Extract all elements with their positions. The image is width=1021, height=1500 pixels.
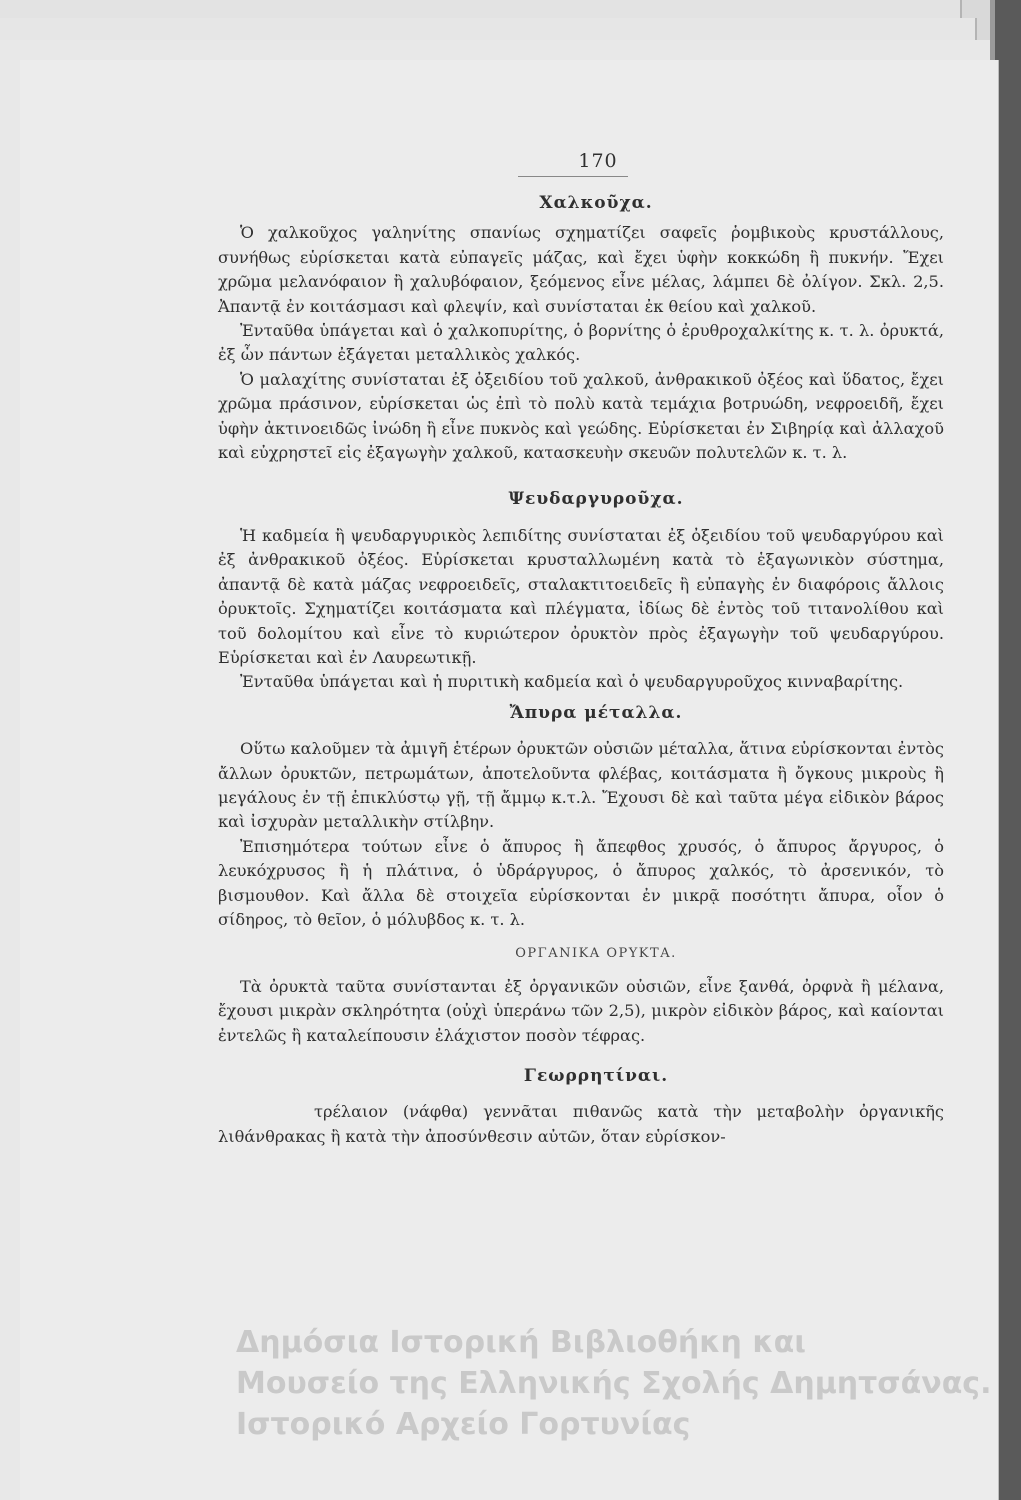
- watermark-line: Μουσείο της Ελληνικής Σχολής Δημητσάνας.: [236, 1366, 992, 1401]
- watermark-line: Ιστορικό Αρχείο Γορτυνίας: [236, 1407, 691, 1442]
- page-content: [218, 150, 944, 1149]
- section-heading-georretinai: Γεωρρητίναι.: [523, 1066, 669, 1086]
- paragraph: Ἐπισημότερα τούτων εἶνε ὁ ἄπυρος ἢ ἄπεφθος χρυσός, ὁ ἄπυρος ἄργυρος, ὁ λευκόχρυσος ἢ ἡ πλάτινα, ὁ ὑδράργυρος, ὁ ἄπυρος χαλκός, τὸ ἀρσενικόν, τὸ βισμουθον. Καὶ ἄλλα δὲ στοιχεῖα εὑρίσκονται ἐν μικρᾷ ποσότητι ἄπυρα, οἷον ὁ σίδηρος, τὸ θεῖον, ὁ μόλυβδος κ. τ. λ.: [218, 836, 944, 929]
- library-watermark: [236, 1322, 991, 1445]
- paragraph: Ἐνταῦθα ὑπάγεται καὶ ὁ χαλκοπυρίτης, ὁ βορνίτης ὁ ἐρυθροχαλκίτης κ. τ. λ. ὀρυκτά, ἐξ ὧν πάντων ἐξάγεται μεταλλικὸς χαλκός.: [218, 321, 944, 365]
- page-number-rule: [518, 176, 628, 177]
- paragraph: Τὰ ὀρυκτὰ ταῦτα συνίστανται ἐξ ὀργανικῶν οὐσιῶν, εἶνε ξανθά, ὀρφνὰ ἢ μέλανα, ἔχουσι μικρὰν σκληρότητα (οὐχὶ ὑπεράνω τῶν 2,5), μικρὸν εἰδικὸν βάρος, καὶ καίονται ἐντελῶς ἢ καταλείπουσιν ἐλάχιστον ποσὸν τέφρας.: [218, 976, 944, 1045]
- paragraph: Ἐνταῦθα ὑπάγεται καὶ ἡ πυριτικὴ καδμεία καὶ ὁ ψευδαργυροῦχος κινναβαρίτης.: [240, 672, 904, 692]
- paragraph: Ὁ χαλκοῦχος γαληνίτης σπανίως σχηματίζει σαφεῖς ῥομβικοὺς κρυστάλλους, συνήθως εὑρίσκεται κατὰ εὐπαγεῖς μάζας, καὶ ἔχει ὑφὴν κοκκώδη ἢ πυκνήν. Ἔχει χρῶμα μελανόφαιον ἢ χαλυβόφαιον, ξεόμενος εἶνε μέλας, λάμπει δὲ ὀλίγον. Σκλ. 2,5. Ἀπαντᾷ ἐν κοιτάσμασι καὶ φλεψίν, καὶ συνίσταται ἐκ θείου καὶ χαλκοῦ.: [218, 223, 944, 316]
- section-heading-zinc: Ψευδαργυροῦχα.: [508, 489, 684, 510]
- page-number: 170: [578, 150, 618, 172]
- paragraph: Ἡ καδμεία ἢ ψευδαργυρικὸς λεπιδίτης συνίσταται ἐξ ὀξειδίου τοῦ ψευδαργύρου καὶ ἐξ ἀνθρακικοῦ ὀξέος. Εὑρίσκεται κρυσταλλωμένη κατὰ τὸ ἑξαγωνικὸν σύστημα, ἀπαντᾷ δὲ κατὰ μάζας νεφροειδεῖς, σταλακτιτοειδεῖς ἢ εὐπαγὴς ἐν διαφόροις ἄλλοις ὀρυκτοῖς. Σχηματίζει κοιτάσματα καὶ πλέγματα, ἰδίως δὲ ἐντὸς τοῦ τιτανολίθου καὶ τοῦ δολομίτου καὶ εἶνε τὸ κυριώτερον ὀρυκτὸν πρὸς ἐξαγωγὴν τοῦ ψευδαργύρου. Εὑρίσκεται καὶ ἐν Λαυρεωτικῇ.: [218, 525, 944, 667]
- watermark-line: Δημόσια Ιστορική Βιβλιοθήκη και: [236, 1325, 806, 1360]
- paragraph: τρέλαιον (νάφθα) γεννᾶται πιθανῶς κατὰ τὴν μεταβολὴν ὀργανικῆς λιθάνθρακας ἢ κατὰ τὴν ἀποσύνθεσιν αὐτῶν, ὅταν εὑρίσκον-: [218, 1102, 944, 1146]
- paragraph: Ὁ μαλαχίτης συνίσταται ἐξ ὀξειδίου τοῦ χαλκοῦ, ἀνθρακικοῦ ὀξέος καὶ ὕδατος, ἔχει χρῶμα πράσινον, εὑρίσκεται ὡς ἐπὶ τὸ πολὺ κατὰ τεμάχια βοτρυώδη, νεφροειδῆ, ἔχει ὑφὴν ἀκτινοειδῶς ἰνώδη ἢ εἶνε πυκνὸς καὶ γεώδης. Εὑρίσκεται ἐν Σιβηρίᾳ καὶ ἀλλαχοῦ καὶ εὐχρηστεῖ εἰς ἐξαγωγὴν χαλκοῦ, κατασκευὴν σκευῶν πολυτελῶν κ. τ. λ.: [218, 369, 944, 463]
- section-heading-organic-minerals: ΟΡΓΑΝΙΚΑ ΟΡΥΚΤΑ.: [515, 946, 677, 962]
- binding-edge: [995, 0, 1021, 1500]
- paragraph: Οὕτω καλοῦμεν τὰ ἀμιγῆ ἑτέρων ὀρυκτῶν οὐσιῶν μέταλλα, ἅτινα εὑρίσκονται ἐντὸς ἄλλων ὀρυκτῶν, πετρωμάτων, ἀποτελοῦντα φλέβας, κοιτάσματα ἢ ὄγκους μικροὺς ἢ μεγάλους ἐν τῇ ἐπικλύστῳ γῇ, τῇ ἄμμῳ κ.τ.λ. Ἔχουσι δὲ καὶ ταῦτα μέγα εἰδικὸν βάρος καὶ ἰσχυρὰν μεταλλικὴν στίλβην.: [218, 739, 944, 832]
- section-heading-native-metals: Ἄπυρα μέταλλα.: [509, 702, 683, 723]
- section-heading-copper: Χαλκοῦχα.: [539, 193, 653, 213]
- book-page: [20, 60, 998, 1500]
